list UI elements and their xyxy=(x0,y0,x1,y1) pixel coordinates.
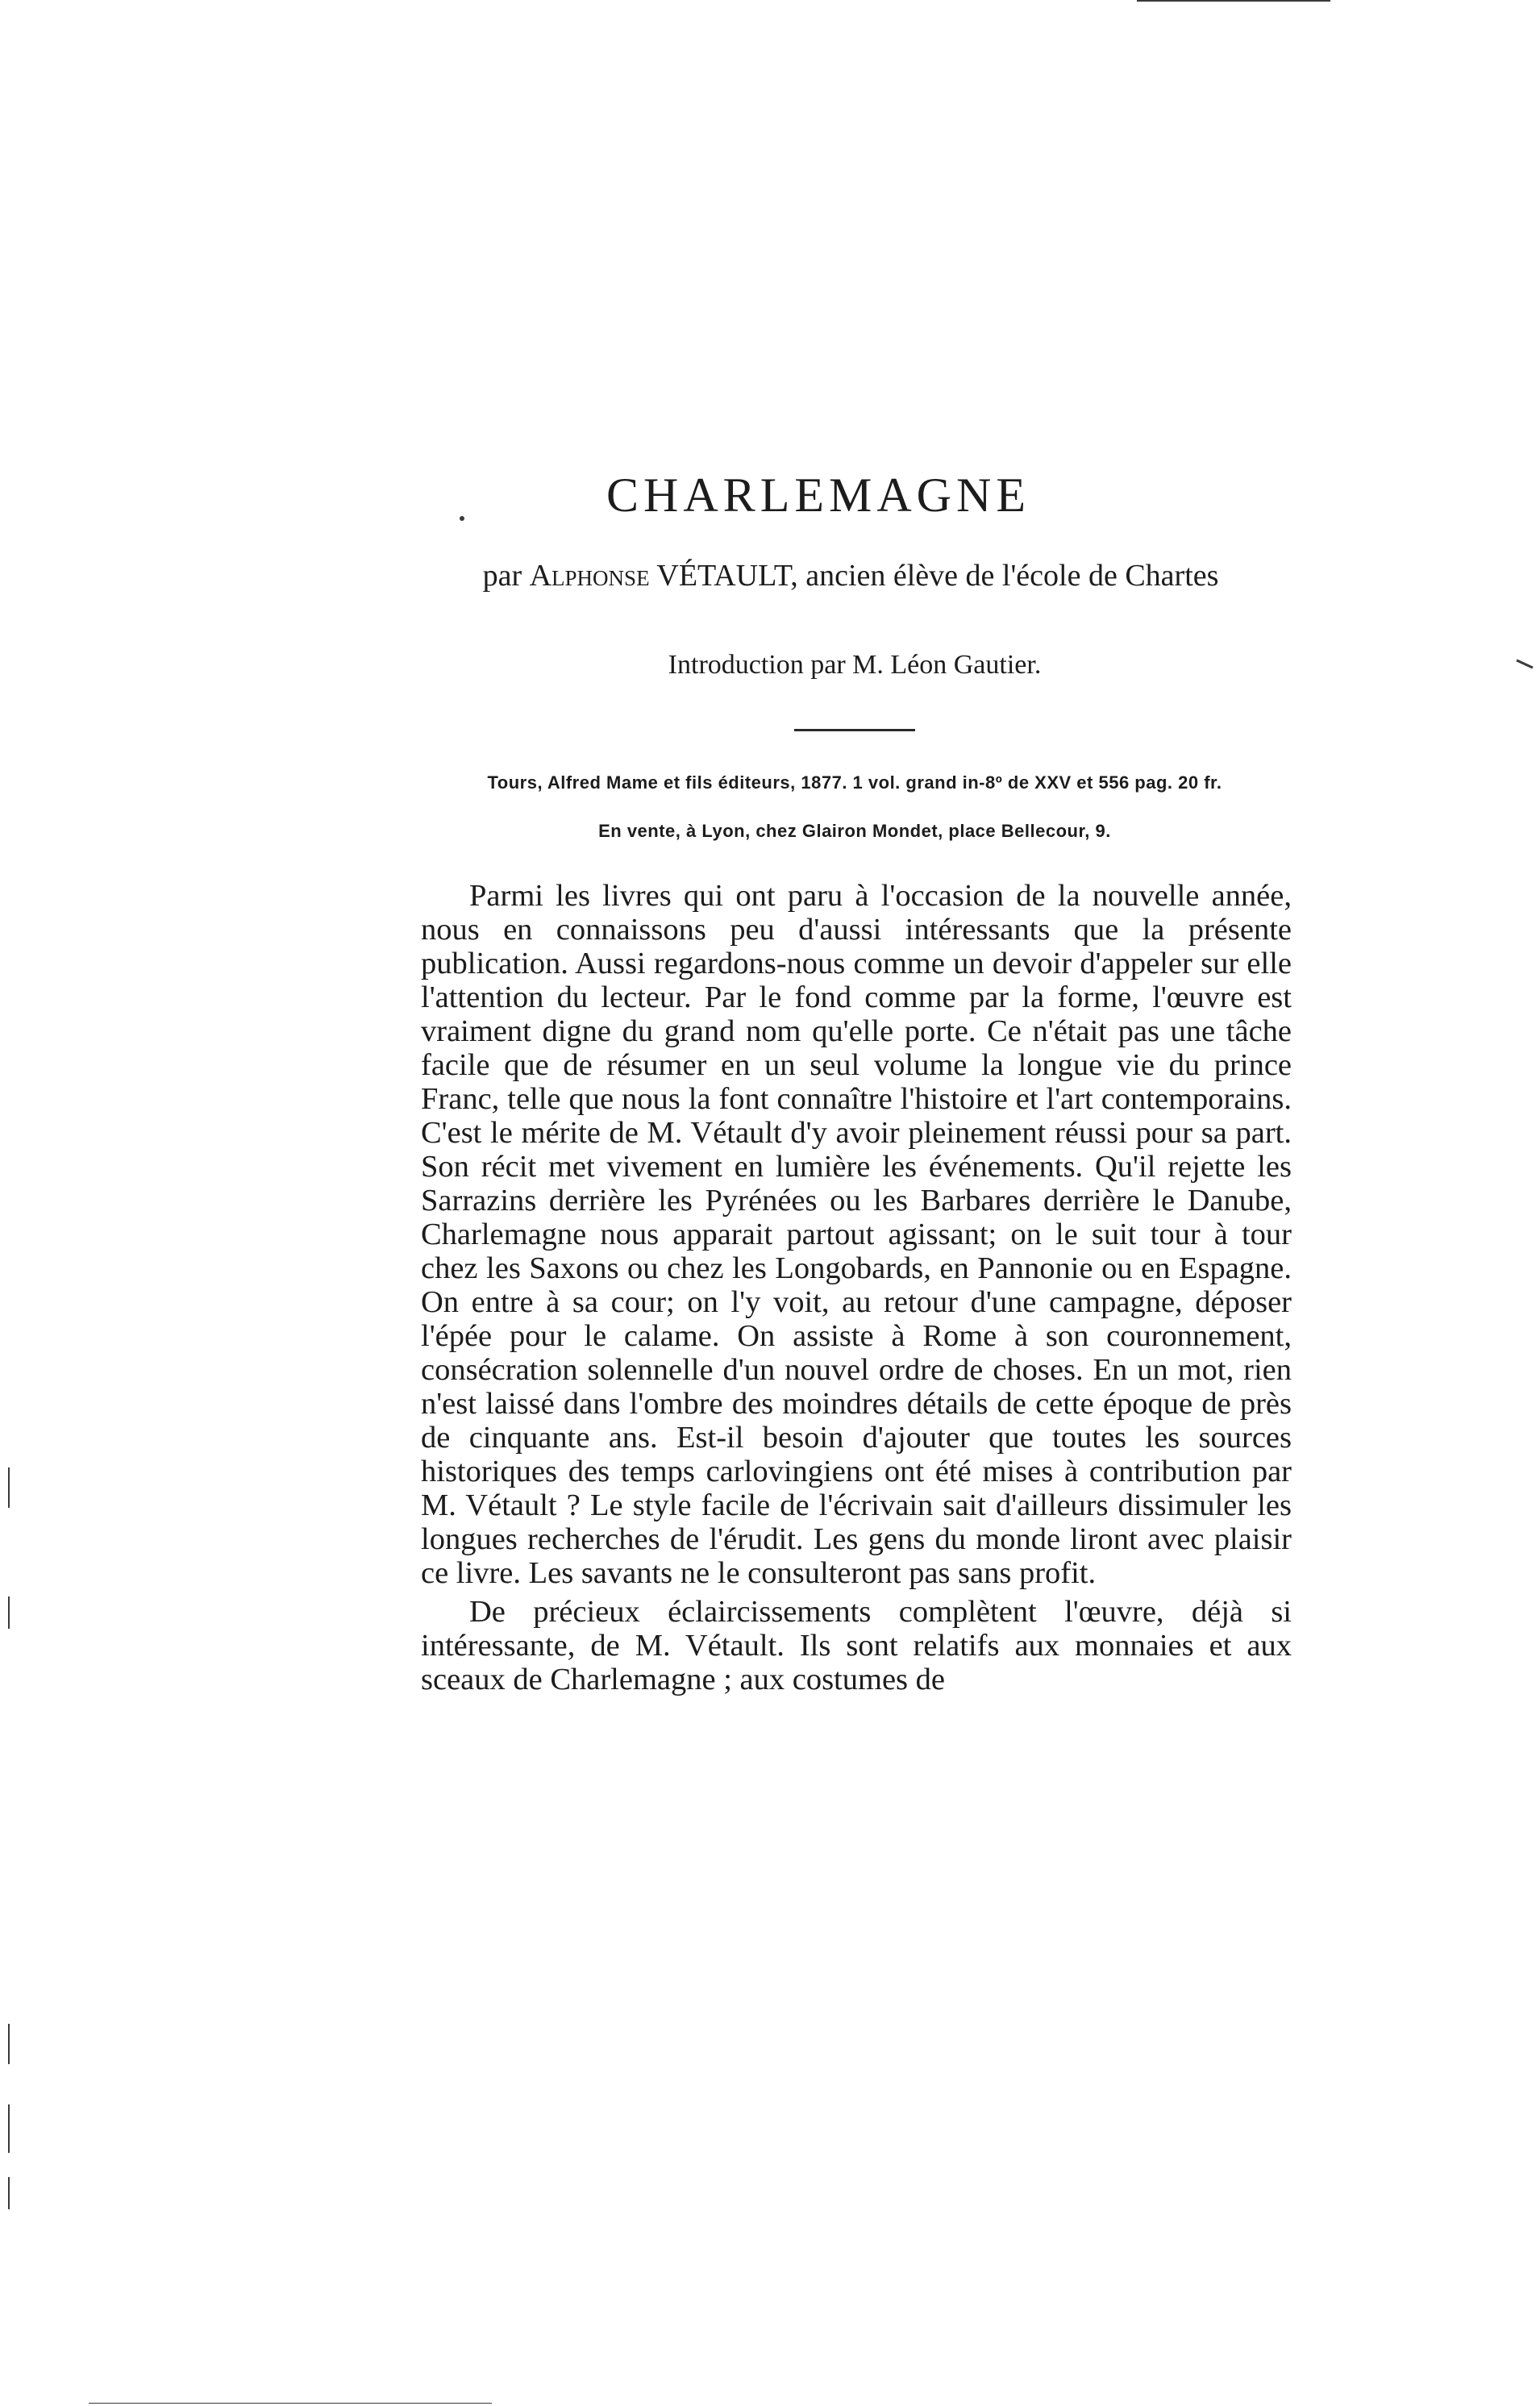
paragraph: De précieux éclaircissements complètent l'œuvre, déjà si intéressante, de M. Vétault. Ils sont relatifs aux monnaies et aux sceaux de Charlemagne ; aux costumes de xyxy=(421,1595,1292,1696)
sale-info: En vente, à Lyon, chez Glairon Mondet, place Bellecour, 9. xyxy=(598,821,1111,841)
body-text xyxy=(421,879,1292,1696)
scan-mark-left-4 xyxy=(8,2104,10,2153)
author-last-name: VÉTAULT xyxy=(649,559,791,593)
scan-mark-left-1 xyxy=(8,1467,10,1508)
byline-prefix: par xyxy=(482,559,530,593)
paragraph: Parmi les livres qui ont paru à l'occasion de la nouvelle année, nous en connaissons peu d'aussi intéressants que la présente publication. Aussi regardons-nous comme un devoir d'appeler sur elle l'attention du lecteur. Par le fond comme par la forme, l'œuvre est vraiment digne du grand nom qu'elle porte. Ce n'était pas une tâche facile que de résumer en un seul volume la longue vie du prince Franc, telle que nous la font connaître l'histoire et l'art contemporains. C'est le mérite de M. Vétault d'y avoir pleinement réussi pour sa part. Son récit met vivement en lumière les événements. Qu'il rejette les Sarrazins derrière les Pyrénées ou les Barbares derrière le Danube, Charlemagne nous apparait partout agissant; on le suit tour à tour chez les Saxons ou chez les Longobards, en Pannonie ou en Espagne. On entre à sa cour; on l'y voit, au retour d'une campagne, déposer l'épée pour le calame. On assiste à Rome à son couronnement, consécration solennelle d'un nouvel ordre de choses. En un mot, rien n'est laissé dans l'ombre des moindres détails de cette époque de près de cinquante ans. Est-il besoin d'ajouter que toutes les sources historiques des temps carlovingiens ont été mises à contribution par M. Vétault ? Le style facile de l'écrivain sait d'ailleurs dissimuler les longues recherches de l'érudit. Les gens du monde liront avec plaisir ce livre. Les savants ne le consulteront pas sans profit. xyxy=(421,879,1292,1590)
author-first-name: Alphonse xyxy=(529,559,650,593)
page-title: CHARLEMAGNE xyxy=(606,468,1030,522)
separator-rule xyxy=(794,729,915,731)
publication-info: Tours, Alfred Mame et fils éditeurs, 1877. 1 vol. grand in-8º de XXV et 556 pag. 20 fr. xyxy=(487,772,1222,793)
scan-mark-right xyxy=(1516,659,1533,668)
scan-mark-top-right xyxy=(1137,0,1330,2)
scan-mark-left-3 xyxy=(8,2024,10,2064)
byline xyxy=(339,558,1363,593)
scan-mark-left-5 xyxy=(8,2177,10,2209)
byline-suffix: , ancien élève de l'école de Chartes xyxy=(790,559,1219,593)
introduction-credit: Introduction par M. Léon Gautier. xyxy=(668,650,1042,680)
scan-mark-left-2 xyxy=(8,1596,10,1629)
scan-mark-bottom xyxy=(89,2403,492,2404)
